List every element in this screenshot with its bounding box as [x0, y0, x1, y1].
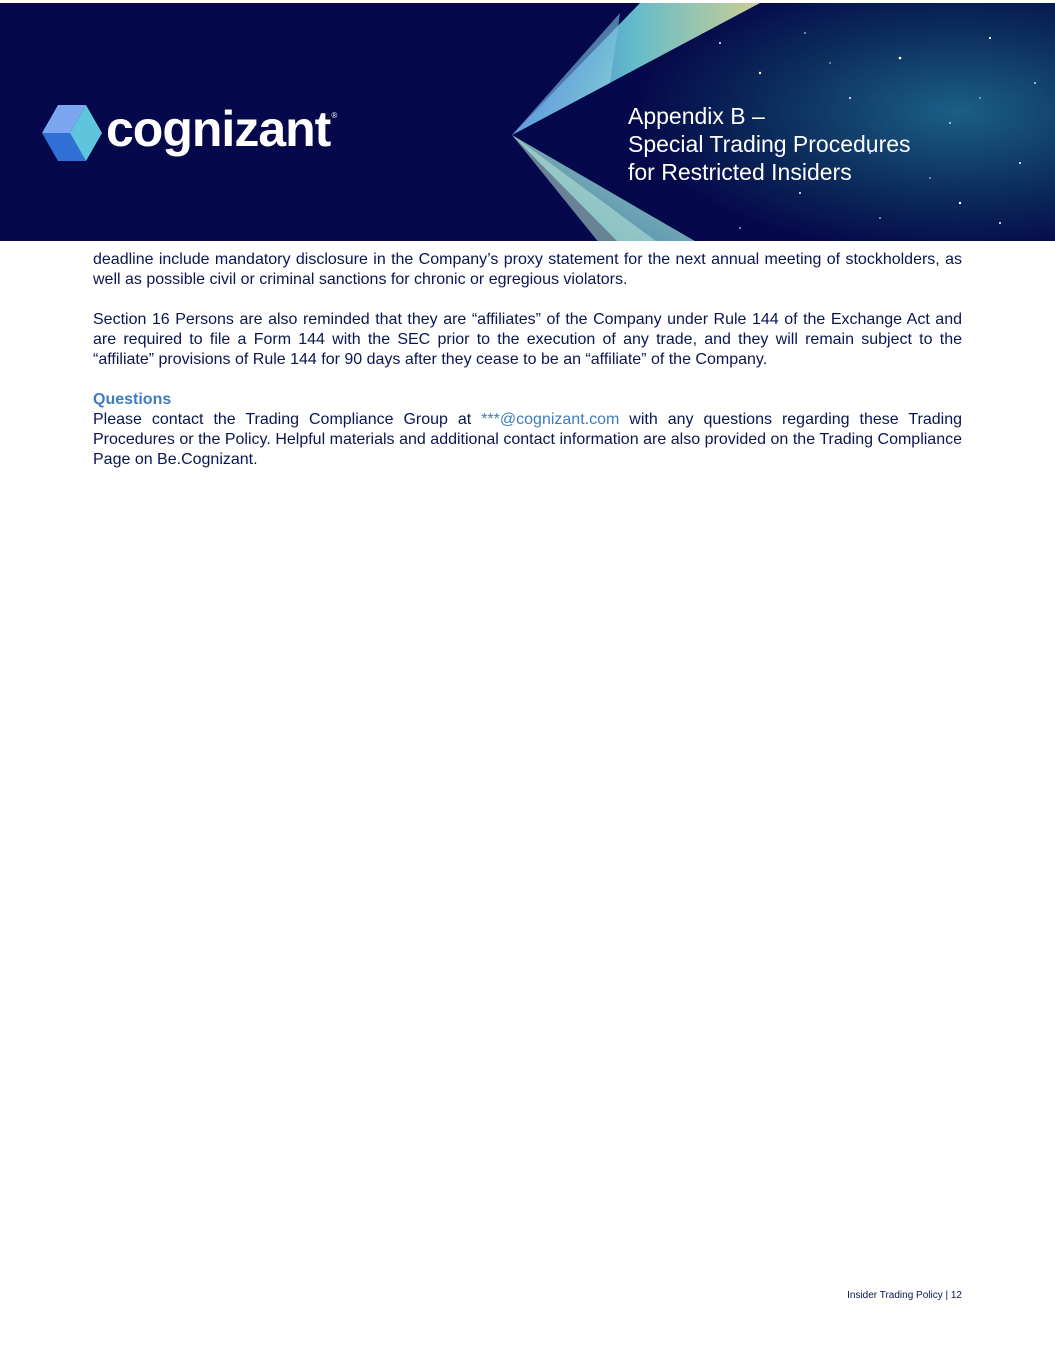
- page-footer: Insider Trading Policy | 12: [847, 1290, 962, 1301]
- title-line-3: for Restricted Insiders: [628, 159, 852, 185]
- logo-wordmark: cognizant: [106, 101, 331, 157]
- title-line-2: Special Trading Procedures: [628, 131, 911, 157]
- paragraph-rule-144: Section 16 Persons are also reminded that they are “affiliates” of the Company under Rule 144 of the Exchange Act and are required to file a Form 144 with the SEC prior to the execution of any trade, and they will remain subject to the “affiliate” provisions of Rule 144 for 90 days after they cease to be an “affiliate” of the Company.: [93, 311, 962, 368]
- registered-mark-icon: ®: [331, 111, 338, 120]
- document-body: [93, 250, 962, 470]
- questions-text-after: with any questions regarding these Trading Procedures or the Policy. Helpful materials and additional contact information are also provided on the Trading Compliance Page on Be.Cognizant.: [93, 411, 962, 468]
- email-link[interactable]: ***@cognizant.com: [481, 411, 620, 428]
- questions-heading: Questions: [93, 391, 172, 408]
- cognizant-logo-mark-icon: [40, 105, 104, 161]
- header-banner: [0, 0, 1055, 241]
- paragraph-questions: [93, 410, 962, 470]
- title-line-1: Appendix B –: [628, 103, 765, 129]
- questions-text-before: Please contact the Trading Compliance Group at: [93, 411, 482, 428]
- cognizant-logo: [40, 101, 338, 161]
- page-title: [628, 102, 911, 186]
- paragraph-disclosure: deadline include mandatory disclosure in the Company’s proxy statement for the next annual meeting of stockholders, as well as possible civil or criminal sanctions for chronic or egregious violators.: [93, 251, 962, 288]
